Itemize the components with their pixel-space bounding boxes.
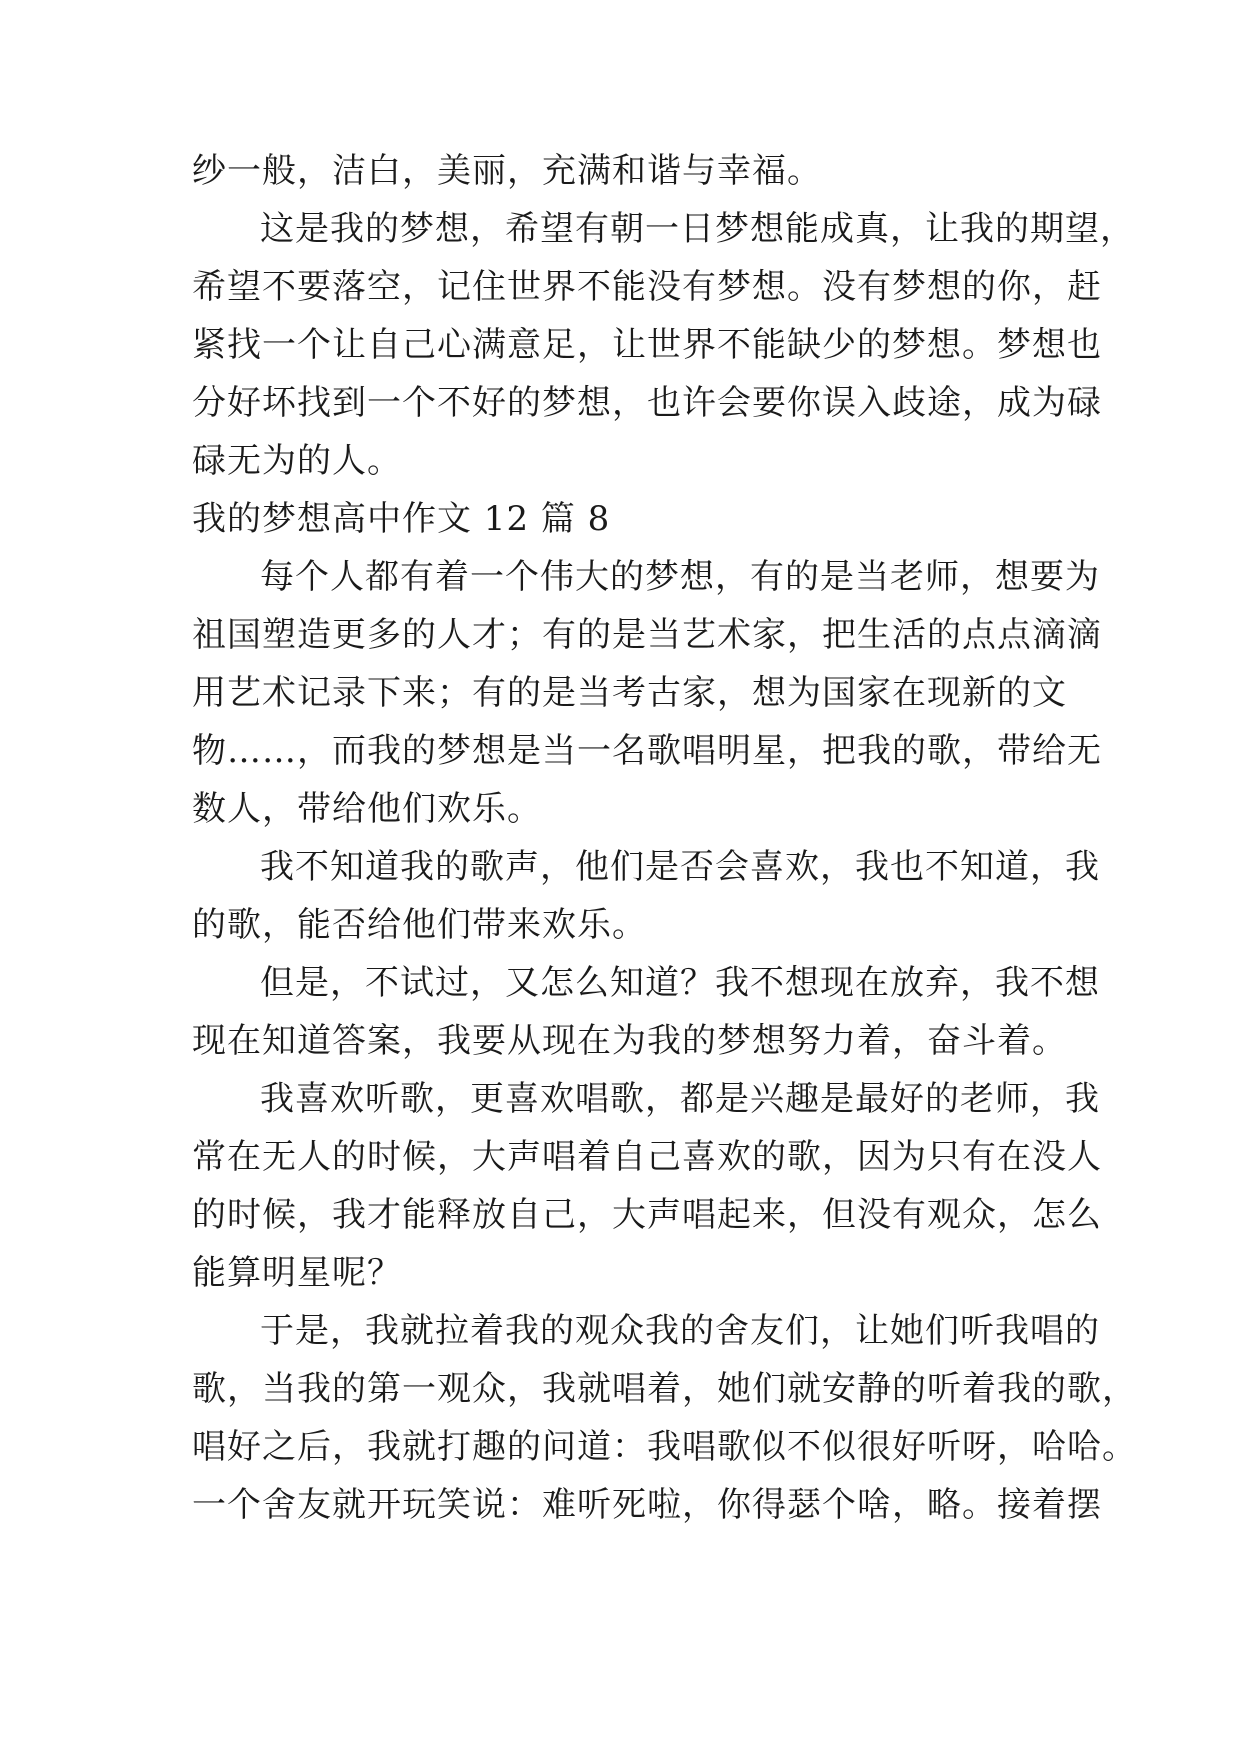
- paragraph-first-line: 这是我的梦想，希望有朝一日梦想能成真，让我的期望，: [260, 209, 1135, 249]
- text-line: 分好坏找到一个不好的梦想，也许会要你误入歧途，成为碌: [192, 383, 1102, 423]
- text-line: 能算明星呢？: [192, 1253, 402, 1293]
- text-line: 碌无为的人。: [192, 441, 402, 481]
- text-line: 一个舍友就开玩笑说：难听死啦，你得瑟个啥，略。接着摆: [192, 1485, 1102, 1525]
- text-line: 纱一般，洁白，美丽，充满和谐与幸福。: [192, 151, 822, 191]
- text-line: 祖国塑造更多的人才；有的是当艺术家，把生活的点点滴滴: [192, 615, 1102, 655]
- text-line: 紧找一个让自己心满意足，让世界不能缺少的梦想。梦想也: [192, 325, 1102, 365]
- paragraph-first-line: 但是，不试过，又怎么知道？我不想现在放弃，我不想: [260, 963, 1100, 1003]
- text-line: 希望不要落空，记住世界不能没有梦想。没有梦想的你，赶: [192, 267, 1102, 307]
- document-page: [192, 142, 1137, 1534]
- text-line: 的时候，我才能释放自己，大声唱起来，但没有观众，怎么: [192, 1195, 1102, 1235]
- paragraph-first-line: 我不知道我的歌声，他们是否会喜欢，我也不知道，我: [260, 847, 1100, 887]
- text-line: 的歌，能否给他们带来欢乐。: [192, 905, 647, 945]
- text-line: 歌，当我的第一观众，我就唱着，她们就安静的听着我的歌，: [192, 1369, 1137, 1409]
- paragraph-first-line: 我喜欢听歌，更喜欢唱歌，都是兴趣是最好的老师，我: [260, 1079, 1100, 1119]
- text-line: 物……，而我的梦想是当一名歌唱明星，把我的歌，带给无: [192, 731, 1102, 771]
- text-line: 常在无人的时候，大声唱着自己喜欢的歌，因为只有在没人: [192, 1137, 1102, 1177]
- text-line: 用艺术记录下来；有的是当考古家，想为国家在现新的文: [192, 673, 1067, 713]
- paragraph-first-line: 每个人都有着一个伟大的梦想，有的是当老师，想要为: [260, 557, 1100, 597]
- paragraph-first-line: 于是，我就拉着我的观众我的舍友们，让她们听我唱的: [260, 1311, 1100, 1351]
- text-line: 唱好之后，我就打趣的问道：我唱歌似不似很好听呀，哈哈。: [192, 1427, 1137, 1467]
- text-line: 现在知道答案，我要从现在为我的梦想努力着，奋斗着。: [192, 1021, 1067, 1061]
- section-heading: 我的梦想高中作文 12 篇 8: [192, 499, 611, 539]
- text-line: 数人，带给他们欢乐。: [192, 789, 542, 829]
